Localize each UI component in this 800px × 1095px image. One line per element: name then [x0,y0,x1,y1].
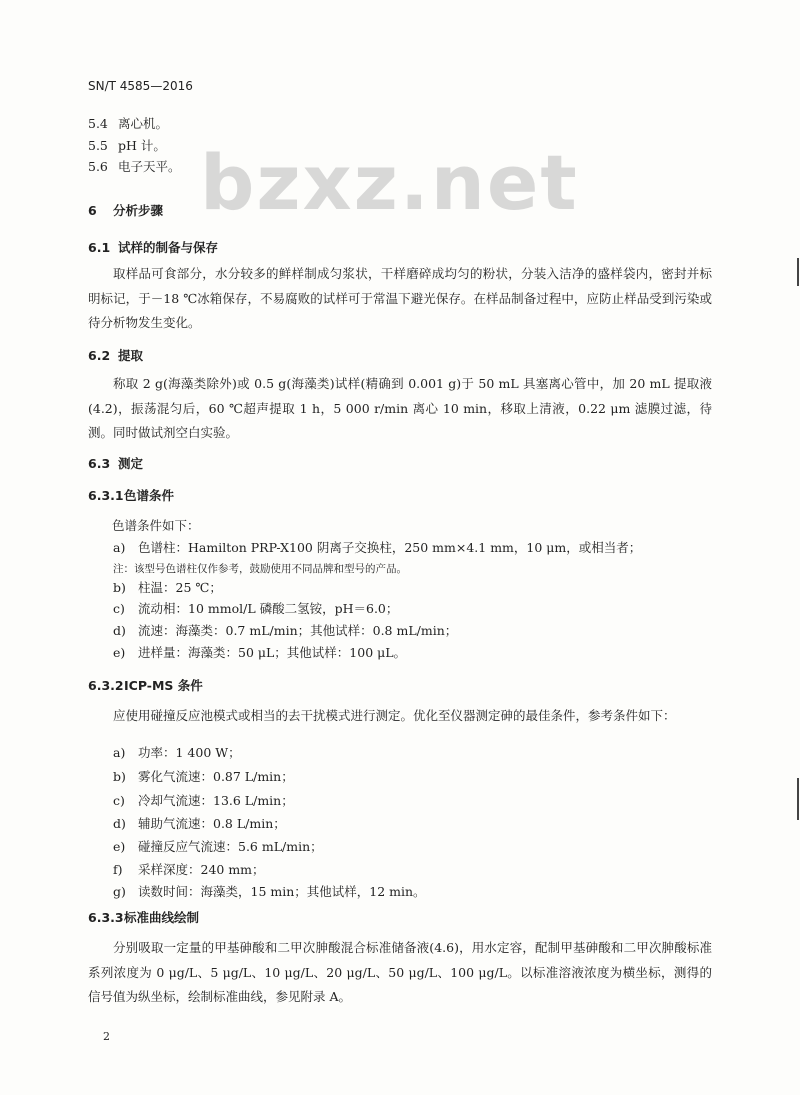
list-item [113,862,265,878]
item-text: 进样量：海藻类：50 μL；其他试样：100 μL。 [138,645,407,660]
section-heading [88,203,163,219]
item-text: 流速：海藻类：0.7 mL/min；其他试样：0.8 mL/min； [138,623,458,638]
section-heading [88,456,143,472]
section-title: 试样的制备与保存 [118,240,219,255]
section-heading [88,678,203,694]
scan-edge-mark [797,778,799,820]
item-label: b) [113,769,126,784]
header-code: SN/T 4585—2016 [88,79,193,93]
item-label: e) [113,645,126,660]
item-text: 功率：1 400 W； [138,745,241,760]
item-label: b) [113,580,126,595]
item-text: 读数时间：海藻类，15 min；其他试样，12 min。 [138,884,426,899]
list-item [113,839,323,855]
section-title: 标准曲线绘制 [124,910,200,925]
note: 注：该型号色谱柱仅作参考，鼓励使用不同品牌和型号的产品。 [113,563,407,575]
list-item [88,159,181,175]
watermark: bzxz.net [200,138,579,227]
section-number: 6.2 [88,348,111,363]
item-label: g) [113,884,126,899]
section-number: 6.3.3 [88,910,124,925]
paragraph: 称取 2 g(海藻类除外)或 0.5 g(海藻类)试样(精确到 0.001 g)于 50 mL 具塞离心管中，加 20 mL 提取液(4.2)，振荡混匀后，60 ℃超声提取 1 h，5 000 r/min 离心 10 min，移取上清液，0.22 μm 滤膜过滤，待测。同时做试剂空白实验。 [88,376,712,440]
item-label: a) [113,540,126,555]
section-title: 色谱条件 [124,488,175,503]
clause-number: 5.5 [88,138,108,153]
list-item [113,884,426,900]
clause-text: 离心机。 [118,116,169,131]
item-text: 色谱柱：Hamilton PRP-X100 阴离子交换柱，250 mm×4.1 mm，10 μm，或相当者； [138,540,642,555]
section-heading [88,488,174,504]
section-title: 分析步骤 [113,203,164,218]
clause-number: 5.4 [88,116,108,131]
section-number: 6.3.2 [88,678,124,693]
section-number: 6.1 [88,240,111,255]
item-label: c) [113,793,125,808]
list-item [88,116,168,132]
item-text: 雾化气流速：0.87 L/min； [138,769,294,784]
list-item [113,745,241,761]
item-text: 流动相：10 mmol/L 磷酸二氢铵，pH＝6.0； [138,601,399,616]
item-text: 辅助气流速：0.8 L/min； [138,816,286,831]
section-title: 测定 [118,456,144,471]
item-label: d) [113,623,126,638]
item-label: c) [113,601,125,616]
item-label: a) [113,745,126,760]
clause-text: pH 计。 [118,138,166,153]
paragraph: 取样品可食部分，水分较多的鲜样制成匀浆状，干样磨碎成均匀的粉状，分装入洁净的盛样袋内，密封并标明标记，于－18 ℃冰箱保存，不易腐败的试样可于常温下避光保存。在样品制备过程中，应防止样品受到污染或待分析物发生变化。 [88,266,712,330]
paragraph: 色谱条件如下： [112,518,200,533]
list-item [113,816,286,832]
section-number: 6.3 [88,456,111,471]
list-item [113,540,641,556]
item-label: f) [113,862,123,877]
list-item [113,580,222,596]
section-heading [88,910,199,926]
list-item [113,623,457,639]
list-item [113,793,294,809]
clause-text: 电子天平。 [118,159,181,174]
list-item [88,138,166,154]
section-heading [88,240,218,256]
list-item [113,769,294,785]
paragraph: 应使用碰撞反应池模式或相当的去干扰模式进行测定。优化至仪器测定砷的最佳条件，参考条件如下： [113,708,676,723]
item-text: 碰撞反应气流速：5.6 mL/min； [138,839,323,854]
item-text: 采样深度：240 mm； [138,862,265,877]
page-number: 2 [103,1030,110,1043]
section-heading [88,348,143,364]
list-item [113,645,406,661]
section-number: 6 [88,203,97,218]
section-title: 提取 [118,348,144,363]
item-text: 柱温：25 ℃； [138,580,222,595]
clause-number: 5.6 [88,159,108,174]
scan-edge-mark [797,258,799,286]
list-item [113,601,398,617]
item-label: d) [113,816,126,831]
section-number: 6.3.1 [88,488,124,503]
section-title: ICP-MS 条件 [124,678,203,693]
item-label: e) [113,839,126,854]
paragraph: 分别吸取一定量的甲基砷酸和二甲次胂酸混合标准储备液(4.6)，用水定容，配制甲基砷酸和二甲次胂酸标准系列浓度为 0 μg/L、5 μg/L、10 μg/L、20 μg/L、50 μg/L、100 μg/L。以标准溶液浓度为横坐标，测得的信号值为纵坐标，绘制标准曲线，参见附录 A。 [88,940,712,1004]
item-text: 冷却气流速：13.6 L/min； [138,793,294,808]
